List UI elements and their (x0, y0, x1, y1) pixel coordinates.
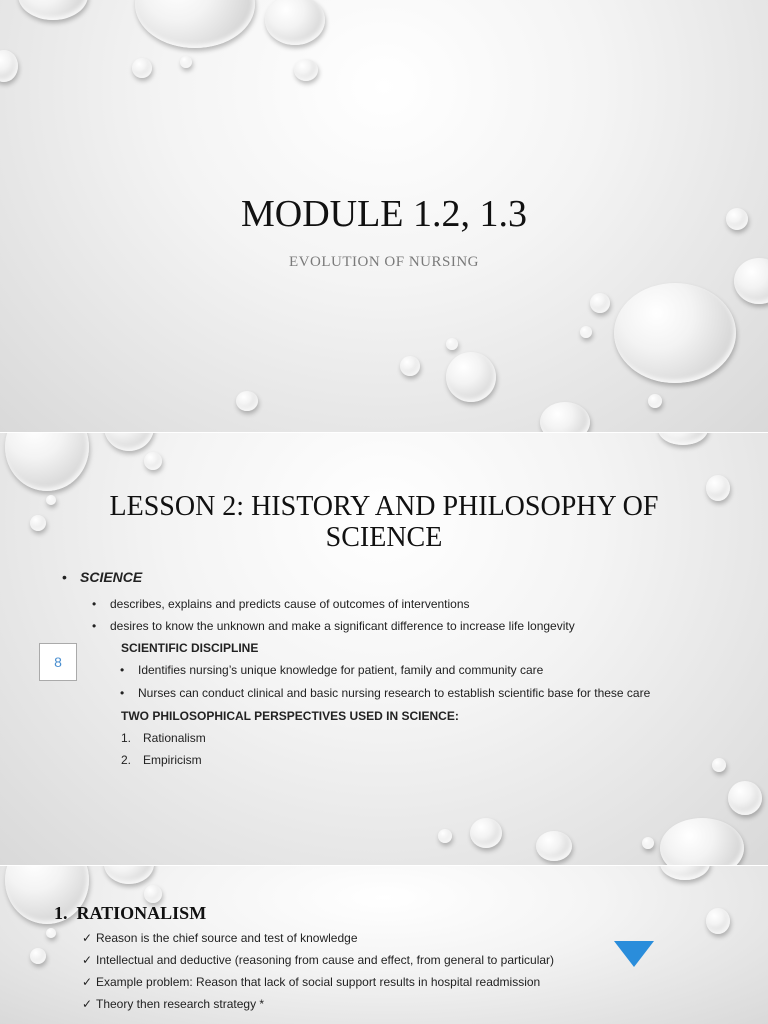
water-drop (265, 0, 325, 45)
water-drop (18, 0, 88, 20)
slide-title: LESSON 2: HISTORY AND PHILOSOPHY OF SCIENCE (109, 491, 659, 553)
water-drop (46, 495, 56, 505)
perspectives-heading: TWO PHILOSOPHICAL PERSPECTIVES USED IN SCIENCE: (121, 709, 459, 723)
title-slide (0, 0, 768, 432)
water-drop (135, 0, 255, 48)
list-item: • Identifies nursing’s unique knowledge for patient, family and community care (120, 663, 544, 677)
slide-title: MODULE 1.2, 1.3 (240, 193, 528, 235)
slide-subtitle: EVOLUTION OF NURSING (289, 254, 479, 270)
water-drop (470, 818, 502, 848)
check-icon: ✓ (82, 997, 93, 1011)
water-drop (236, 391, 258, 411)
water-drop (400, 356, 420, 376)
water-drop (648, 394, 662, 408)
water-drop (438, 829, 452, 843)
water-drop (642, 837, 654, 849)
water-drop (104, 433, 154, 451)
check-item: ✓ Theory then research strategy * (82, 997, 265, 1011)
check-item: ✓ Reason is the chief source and test of knowledge (82, 931, 358, 945)
list-item: 1. Rationalism (121, 731, 206, 745)
section-heading: 1. RATIONALISM (54, 903, 207, 923)
water-drop (144, 885, 162, 903)
water-drop (540, 402, 590, 432)
check-icon: ✓ (82, 953, 93, 967)
check-item: ✓ Example problem: Reason that lack of social support results in hospital readmission (82, 975, 541, 989)
list-item: • Nurses can conduct clinical and basic nursing research to establish scientific base for these care (120, 686, 651, 700)
list-item: • describes, explains and predicts cause of outcomes of interventions (92, 597, 470, 611)
list-item: • desires to know the unknown and make a significant difference to increase life longevity (92, 619, 575, 633)
rationalism-slide (0, 866, 768, 1024)
water-drop (30, 515, 46, 531)
check-item: ✓ Intellectual and deductive (reasoning from cause and effect, from general to particular) (82, 953, 555, 967)
water-drop (5, 433, 89, 491)
check-icon: ✓ (82, 975, 93, 989)
water-drop (706, 908, 730, 934)
water-drop (728, 781, 762, 815)
water-drop (104, 866, 154, 884)
water-drop (658, 433, 708, 445)
water-drop (712, 758, 726, 772)
water-drop (580, 326, 592, 338)
science-heading: • SCIENCE (62, 569, 143, 585)
water-drop (132, 58, 152, 78)
list-item: 2. Empiricism (121, 753, 202, 767)
water-drop (446, 352, 496, 402)
down-arrow-icon (614, 941, 654, 967)
water-drop (144, 452, 162, 470)
water-drop (706, 475, 730, 501)
water-drop (590, 293, 610, 313)
water-drop (46, 928, 56, 938)
water-drop (294, 59, 318, 81)
water-drop (536, 831, 572, 861)
water-drop (660, 866, 710, 880)
water-drop (660, 818, 744, 865)
water-drop (30, 948, 46, 964)
discipline-heading: SCIENTIFIC DISCIPLINE (121, 641, 259, 655)
water-drop (446, 338, 458, 350)
water-drop (0, 50, 18, 82)
water-drop (614, 283, 736, 383)
check-icon: ✓ (82, 931, 93, 945)
water-drop (180, 56, 192, 68)
slide-placeholder-icon: 8 (39, 643, 77, 681)
lesson-slide (0, 433, 768, 865)
